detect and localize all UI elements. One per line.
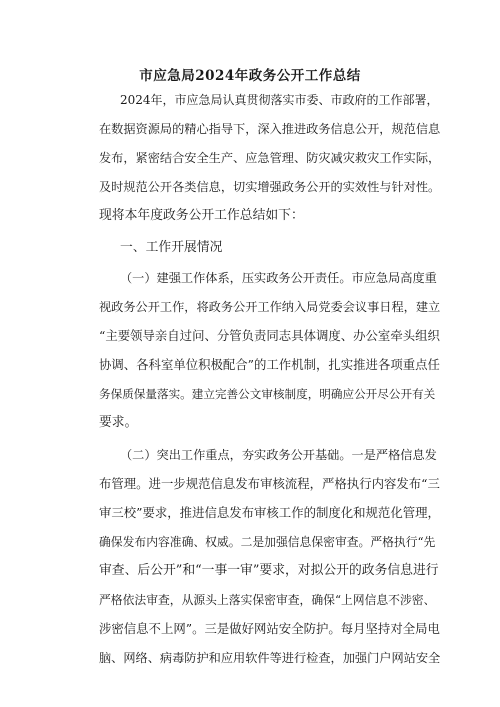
- document-title: 市应急局2024年政务公开工作总结: [139, 68, 361, 84]
- body-line: 现将本年度政务公开工作总结如下：: [99, 208, 304, 223]
- body-line: （一）建强工作体系，压实政务公开责任。市应急局高度重: [120, 271, 437, 285]
- body-line: 2024年，市应急局认真贯彻落实市委、市政府的工作部署，: [120, 93, 439, 107]
- body-line: （二）突出工作重点，夯实政务公开基础。一是严格信息发: [120, 448, 437, 462]
- body-line: 在数据资源局的精心指导下，深入推进政务信息公开，规范信息: [99, 122, 441, 136]
- body-line: 严格依法审查，从源头上落实保密审查，确保“上网信息不涉密、: [99, 593, 436, 607]
- section-heading: 一、工作开展情况: [120, 240, 223, 255]
- body-line: 视政务公开工作，将政务公开工作纳入局党委会议事日程，建立: [99, 300, 441, 314]
- body-line: 脑、网络、病毒防护和应用软件等进行检查，加强门户网站安全: [99, 651, 441, 665]
- body-line: 审三校”要求，推进信息发布审核工作的制度化和规范化管理，: [99, 505, 440, 520]
- body-line: 协调、各科室单位积极配合”的工作机制，扎实推进各项重点任: [99, 357, 440, 372]
- body-line: 确保发布内容准确、权威。二是加强信息保密审查。严格执行“先: [99, 535, 436, 549]
- body-line: “主要领导亲自过问、分管负责同志具体调度、办公室牵头组织: [99, 328, 440, 343]
- body-line: 务保质保量落实。建立完善公文审核制度，明确应公开尽公开有关: [99, 387, 436, 401]
- body-line: 要求。: [99, 415, 138, 430]
- body-line: 及时规范公开各类信息，切实增强政务公开的实效性与针对性。: [99, 180, 441, 194]
- body-line: 布管理。进一步规范信息发布审核流程，严格执行内容发布“三: [99, 476, 440, 491]
- body-line: 发布，紧密结合安全生产、应急管理、防灾减灾救灾工作实际，: [99, 151, 441, 165]
- body-line: 涉密信息不上网”。三是做好网站安全防护。每月坚持对全局电: [99, 621, 440, 636]
- body-line: 审查、后公开”和“一事一审”要求，对拟公开的政务信息进行: [99, 563, 439, 578]
